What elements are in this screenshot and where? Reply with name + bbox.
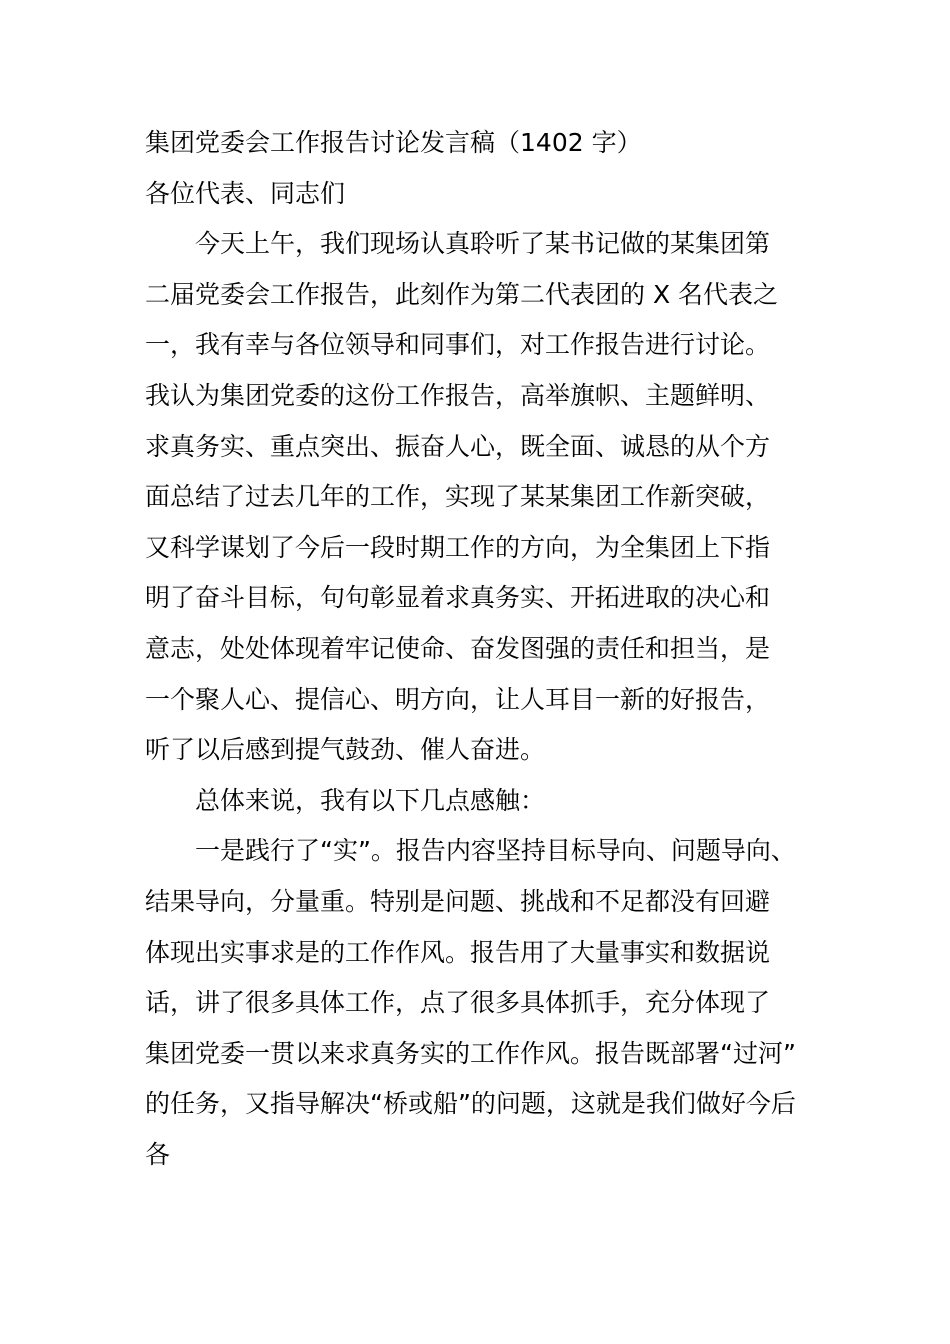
paragraph-line: 的任务，又指导解决“桥或船”的问题，这就是我们做好今后 (145, 1089, 796, 1119)
paragraph-line: 面总结了过去几年的工作，实现了某某集团工作新突破， (145, 482, 771, 512)
paragraph-line: 又科学谋划了今后一段时期工作的方向，为全集团上下指 (145, 532, 771, 562)
paragraph-line: 体现出实事求是的工作作风。报告用了大量事实和数据说 (145, 937, 771, 967)
paragraph-line: 结果导向，分量重。特别是问题、挑战和不足都没有回避 (145, 886, 771, 916)
paragraph-line: 一，我有幸与各位领导和同事们，对工作报告进行讨论。 (145, 330, 771, 360)
paragraph-line: 求真务实、重点突出、振奋人心，既全面、诚恳的从个方 (145, 431, 771, 461)
paragraph-line: 总体来说，我有以下几点感触： (195, 785, 546, 815)
paragraph-line: 明了奋斗目标，句句彰显着求真务实、开拓进取的决心和 (145, 583, 771, 613)
paragraph-line: 意志，处处体现着牢记使命、奋发图强的责任和担当，是 (145, 633, 771, 663)
paragraph-line: 各 (145, 1139, 171, 1169)
paragraph-line: 一是践行了“实”。报告内容坚持目标导向、问题导向、 (195, 836, 796, 866)
paragraph-line: 今天上午，我们现场认真聆听了某书记做的某集团第 (195, 229, 771, 259)
paragraph-line: 听了以后感到提气鼓劲、催人奋进。 (145, 735, 546, 765)
paragraph-line: 二届党委会工作报告，此刻作为第二代表团的 X 名代表之 (145, 279, 779, 309)
document-body (145, 118, 810, 1180)
salutation: 各位代表、同志们 (145, 178, 346, 208)
paragraph-line: 话，讲了很多具体工作，点了很多具体抓手，充分体现了 (145, 988, 771, 1018)
paragraph-line: 一个聚人心、提信心、明方向，让人耳目一新的好报告， (145, 684, 771, 714)
paragraph-line: 我认为集团党委的这份工作报告，高举旗帜、主题鲜明、 (145, 380, 771, 410)
document-title: 集团党委会工作报告讨论发言稿（1402 字） (145, 128, 642, 157)
paragraph-line: 集团党委一贯以来求真务实的工作作风。报告既部署“过河” (145, 1038, 796, 1068)
